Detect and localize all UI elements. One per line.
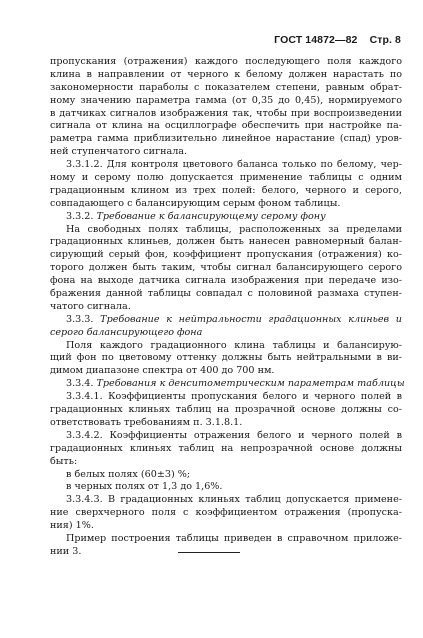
text-line: в черных полях от 1,3 до 1,6%. xyxy=(66,481,223,493)
text-line: ней ступенчатого сигнала. xyxy=(50,146,188,158)
text-line: На свободных полях таблицы, расположенных за пределами xyxy=(66,223,402,235)
text-line: сирующий серый фон, коэффициент пропускания (отражения) ко- xyxy=(50,249,402,261)
page-header xyxy=(274,34,401,46)
text-line: ному и серому полю допускается применение таблицы с одним xyxy=(50,172,402,184)
text-line: серого балансирующего фона xyxy=(50,326,203,338)
text-line: градационных клиньях таблиц на непрозрачной основе должны xyxy=(50,442,402,454)
text-line: чатого сигнала. xyxy=(50,300,131,312)
text-line: 3.3.2. Требование к балансирующему серому фону xyxy=(66,210,326,222)
text-line: быть: xyxy=(50,455,78,467)
text-line: 3.3.4.2. Коэффициенты отражения белого и черного полей в xyxy=(66,429,402,441)
text-line: в белых полях (60±3) %; xyxy=(66,468,191,480)
text-line: пропускания (отражения) каждого последующего поля каждого xyxy=(50,56,402,67)
text-line: градационных клиньях таблиц на прозрачной основе должны со- xyxy=(50,404,402,416)
standard-number: ГОСТ 14872—82 xyxy=(274,34,358,46)
text-line: 3.3.1.2. Для контроля цветового баланса только по белому, чер- xyxy=(66,159,402,171)
text-line: 3.3.4.1. Коэффициенты пропускания белого и черного полей в xyxy=(66,391,402,403)
text-line: Поля каждого градационного клина таблицы и балансирую- xyxy=(66,339,402,351)
text-line: 3.3.4.3. В градационных клиньях таблиц допускается примене- xyxy=(66,494,402,506)
text-line: ние сверхчерного поля с коэффициентом отражения (пропуска- xyxy=(50,507,402,519)
text-line: ния) 1%. xyxy=(50,520,94,532)
text-line: клина в направлении от черного к белому должен нарастать по xyxy=(50,68,402,80)
text-line: нии 3. xyxy=(50,545,82,557)
text-line: 3.3.3. Требование к нейтральности градационных клиньев и xyxy=(66,313,402,325)
text-line: закономерности параболы с показателем степени, равным обрат- xyxy=(50,81,402,93)
text-line: щий фон по цветовому оттенку должны быть нейтральными в ви- xyxy=(50,352,402,364)
text-line: димом диапазоне спектра от 400 до 700 нм. xyxy=(50,365,275,377)
text-line: градационных клиньев, должен быть нанесен равномерный балан- xyxy=(50,236,402,248)
page-number: Стр. 8 xyxy=(369,34,401,46)
text-line: сигнала от клина на осциллографе обеспечить при настройке па- xyxy=(50,120,402,132)
text-line: 3.3.4. Требования к денситометрическим параметрам таблицы xyxy=(66,378,405,390)
text-line: бражения данной таблицы совпадал с половиной размаха ступен- xyxy=(50,288,402,300)
text-line: фона на выходе датчика сигнала изображения при передаче изо- xyxy=(50,275,402,287)
text-line: ному значению параметра гамма (от 0,35 до 0,45), нормируемого xyxy=(50,94,402,106)
text-line: ответствовать требованиям п. 3.1.8.1. xyxy=(50,416,243,428)
document-body xyxy=(50,56,405,559)
text-line: совпадающего с балансирующим серым фоном таблицы. xyxy=(50,197,341,209)
text-line: раметра гамма приблизительно линейное нарастание (спад) уров- xyxy=(50,133,402,145)
text-line: в датчиках сигналов изображения так, чтобы при воспроизведении xyxy=(50,107,402,119)
text-line: градационным клином из трех полей: белого, черного и серого, xyxy=(50,184,402,196)
end-rule xyxy=(178,552,240,553)
text-line: Пример построения таблицы приведен в справочном приложе- xyxy=(66,532,402,544)
text-line: торого должен быть таким, чтобы сигнал балансирующего серого xyxy=(50,262,402,274)
